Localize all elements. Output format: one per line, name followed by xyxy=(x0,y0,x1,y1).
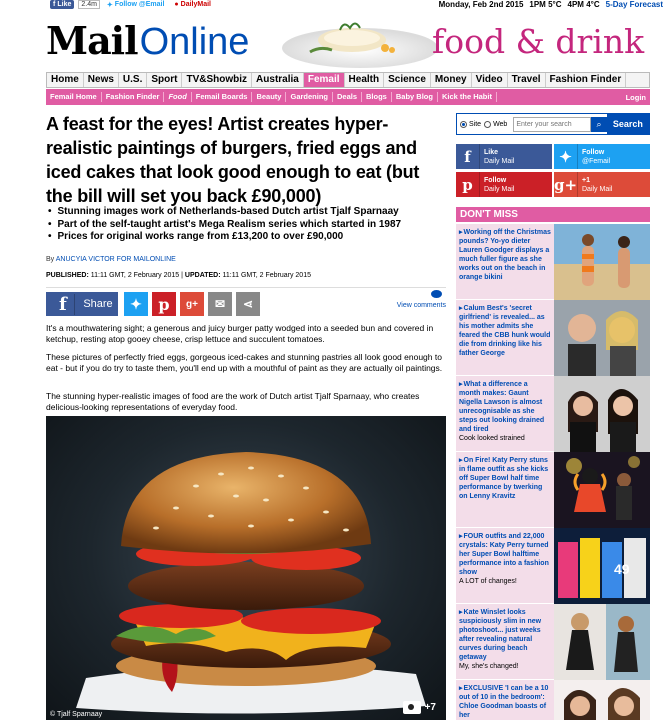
forecast-link[interactable]: 5-Day Forecast xyxy=(605,0,663,9)
sub-nav xyxy=(46,89,650,105)
nav-us[interactable]: U.S. xyxy=(119,73,147,87)
more-share-button[interactable] xyxy=(236,292,260,316)
share-bar xyxy=(46,287,446,317)
search-icon[interactable]: ⌕ xyxy=(591,117,606,132)
main-nav xyxy=(46,72,650,88)
nav-fashion-finder[interactable]: Fashion Finder xyxy=(546,73,627,87)
google-plus-icon: g+ xyxy=(554,172,578,197)
burger-illustration xyxy=(46,416,446,720)
search-site-radio[interactable]: Site xyxy=(460,121,481,128)
nav-sport[interactable]: Sport xyxy=(147,73,182,87)
nav-health[interactable]: Health xyxy=(345,73,385,87)
bullet-point: • Part of the self-taught artist's Mega Realism series which started in 1987 xyxy=(46,219,446,232)
byline: By ANUCYIA VICTOR FOR MAILONLINE xyxy=(46,256,176,263)
dont-miss-item[interactable]: ▸ What a difference a month makes: Gaunt Nigella Lawson is almost unrecognisable as she steps out looking drained and tired Cook looked strained xyxy=(456,376,650,452)
envelope-icon: ✉ xyxy=(214,297,226,311)
thumbnail-couple xyxy=(554,300,650,376)
pinterest-dailymail-button[interactable]: ● DailyMail xyxy=(171,0,214,9)
food-banner-image xyxy=(280,10,440,70)
dont-miss-item[interactable]: ▸ EXCLUSIVE 'I can be a 10 out of 10 in the bedroom': Chloe Goodman boasts of her xyxy=(456,680,650,720)
search-button[interactable]: Search xyxy=(607,114,649,134)
article-bullets xyxy=(46,206,446,244)
article-paragraph: The stunning hyper-realistic images of food are the work of Dutch artist Tjalf Sparnaay, who creates delicious-looking representations of everyday food. xyxy=(46,391,420,412)
subnav-deals[interactable]: Deals xyxy=(333,92,362,102)
search-box xyxy=(456,113,650,135)
facebook-icon: f xyxy=(51,294,75,315)
subnav-food[interactable]: Food xyxy=(164,92,191,102)
twitter-bird-icon: ✦ xyxy=(106,1,113,9)
search-web-radio[interactable]: Web xyxy=(484,121,507,128)
radio-selected-icon xyxy=(460,121,467,128)
thumbnail-katy-flame xyxy=(554,452,650,528)
subnav-fashion-finder[interactable]: Fashion Finder xyxy=(102,92,165,102)
thumbnail-katy-outfits xyxy=(554,528,650,604)
dont-miss-item[interactable]: ▸ Calum Best's 'secret girlfriend' is revealed... as his mother admits she feared the CBB hunk would die from drinking like his father George xyxy=(456,300,650,376)
google-plus-share-button[interactable] xyxy=(180,292,204,316)
twitter-bird-icon: ✦ xyxy=(554,144,578,169)
email-share-button[interactable] xyxy=(208,292,232,316)
view-comments-link[interactable]: View comments xyxy=(386,290,446,309)
thumbnail-chloe-goodman xyxy=(554,680,650,720)
pinterest-share-button[interactable] xyxy=(152,292,176,316)
top-strip xyxy=(0,0,667,10)
twitter-follow-femail[interactable]: ✦ Follow @Femail xyxy=(554,144,650,169)
twitter-bird-icon: ✦ xyxy=(130,295,142,312)
nav-home[interactable]: Home xyxy=(47,73,84,87)
top-social-buttons xyxy=(50,0,214,9)
current-date: Monday, Feb 2nd 2015 xyxy=(438,0,524,9)
nav-money[interactable]: Money xyxy=(431,73,472,87)
article-paragraph: It's a mouthwatering sight; a generous and juicy burger patty wodged into a seeded bun and covered in ketchup, resting atop gooey cheese, crisp lettuce and succulent tomatoes. xyxy=(46,323,434,344)
dont-miss-item[interactable]: ▸ On Fire! Katy Perry stuns in flame outfit as she kicks off Super Bowl half time performance by twerking on Lenny Kravitz xyxy=(456,452,650,528)
subnav-beauty[interactable]: Beauty xyxy=(252,92,286,102)
facebook-like-dailymail[interactable]: f Like Daily Mail xyxy=(456,144,552,169)
thumbnail-nigella xyxy=(554,376,650,452)
dont-miss-list xyxy=(456,224,650,720)
nav-science[interactable]: Science xyxy=(384,73,431,87)
pinterest-icon: p xyxy=(456,172,480,197)
facebook-icon: f xyxy=(456,144,480,169)
dont-miss-item[interactable]: ▸ Working off the Christmas pounds? Yo-yo dieter Lauren Goodger displays a much fuller figure as she works out on the beach in orange bikini xyxy=(456,224,650,300)
author-link[interactable]: ANUCYIA VICTOR FOR MAILONLINE xyxy=(55,256,176,263)
subnav-kick-the-habit[interactable]: Kick the Habit xyxy=(438,92,497,102)
dont-miss-item[interactable]: ▸ FOUR outfits and 22,000 crystals: Katy Perry turned her Super Bowl halftime performance into a fashion show A LOT of changes! 49 xyxy=(456,528,650,604)
subnav-gardening[interactable]: Gardening xyxy=(286,92,333,102)
like-count: 2.4m xyxy=(78,0,100,9)
camera-icon xyxy=(403,701,421,714)
weather-1pm: 1PM 5°C xyxy=(529,0,562,9)
radio-empty-icon xyxy=(484,121,491,128)
nav-tvshowbiz[interactable]: TV&Showbiz xyxy=(182,73,252,87)
comment-bubble-icon xyxy=(431,290,442,298)
pinterest-icon: p xyxy=(158,294,170,314)
subnav-femail-boards[interactable]: Femail Boards xyxy=(192,92,253,102)
nav-femail[interactable]: Femail xyxy=(304,73,345,87)
search-input[interactable] xyxy=(513,117,591,132)
twitter-follow-button[interactable]: ✦ Follow @Email xyxy=(104,0,167,9)
masthead xyxy=(0,10,667,70)
svg-text:49: 49 xyxy=(614,561,630,577)
photo-credit: © Tjalf Sparnaay xyxy=(50,711,103,718)
section-banner-title: food & drink xyxy=(432,22,645,61)
nav-travel[interactable]: Travel xyxy=(508,73,546,87)
thumbs-up-icon: f xyxy=(53,1,56,8)
facebook-share-button[interactable]: f Share xyxy=(46,292,118,316)
publish-dates: PUBLISHED: 11:11 GMT, 2 February 2015 | UPDATED: 11:11 GMT, 2 February 2015 xyxy=(46,272,311,279)
mailonline-logo[interactable]: Mail Online xyxy=(46,18,250,63)
google-plus-icon: g+ xyxy=(186,298,198,310)
bullet-point: • Stunning images work of Netherlands-based Dutch artist Tjalf Sparnaay xyxy=(46,206,446,219)
dont-miss-item[interactable]: ▸ Kate Winslet looks suspiciously slim in new photoshoot... just weeks after revealing natural curves during beach getaway My, she's changed! xyxy=(456,604,650,680)
share-nodes-icon: ⋖ xyxy=(242,297,254,311)
bullet-point: • Prices for original works range from £13,200 to over £90,000 xyxy=(46,231,446,244)
article-paragraph: These pictures of perfectly fried eggs, gorgeous iced-cakes and stunning pastries all look good enough to eat - but if you do try to taste them, you'll end up with a mouthful of paint as they are actually oil paintings. xyxy=(46,352,443,373)
burger-painting-photo[interactable] xyxy=(46,416,446,720)
login-link[interactable]: Login xyxy=(625,92,646,102)
thumbnail-beach-bikini xyxy=(554,224,650,300)
subnav-blogs[interactable]: Blogs xyxy=(362,92,392,102)
date-weather xyxy=(439,0,663,9)
pinterest-follow-dailymail[interactable]: p Follow Daily Mail xyxy=(456,172,552,197)
pinterest-icon: ● xyxy=(174,1,179,8)
subnav-femail-home[interactable]: Femail Home xyxy=(46,92,102,102)
facebook-like-button[interactable]: f Like xyxy=(50,0,74,9)
gallery-button[interactable]: +7 xyxy=(403,701,436,714)
subnav-baby-blog[interactable]: Baby Blog xyxy=(392,92,438,102)
nav-australia[interactable]: Australia xyxy=(252,73,304,87)
dont-miss-header: DON'T MISS xyxy=(456,207,650,222)
twitter-share-button[interactable] xyxy=(124,292,148,316)
nav-news[interactable]: News xyxy=(84,73,119,87)
nav-video[interactable]: Video xyxy=(472,73,508,87)
article-headline: A feast for the eyes! Artist creates hyper-realistic paintings of burgers, fried eggs and iced cakes that look good enough to eat (but the bill will set you back £90,000) xyxy=(46,114,420,206)
google-plus-dailymail[interactable]: g+ +1 Daily Mail xyxy=(554,172,650,197)
weather-4pm: 4PM 4°C xyxy=(567,0,600,9)
thumbnail-kate-winslet xyxy=(554,604,650,680)
